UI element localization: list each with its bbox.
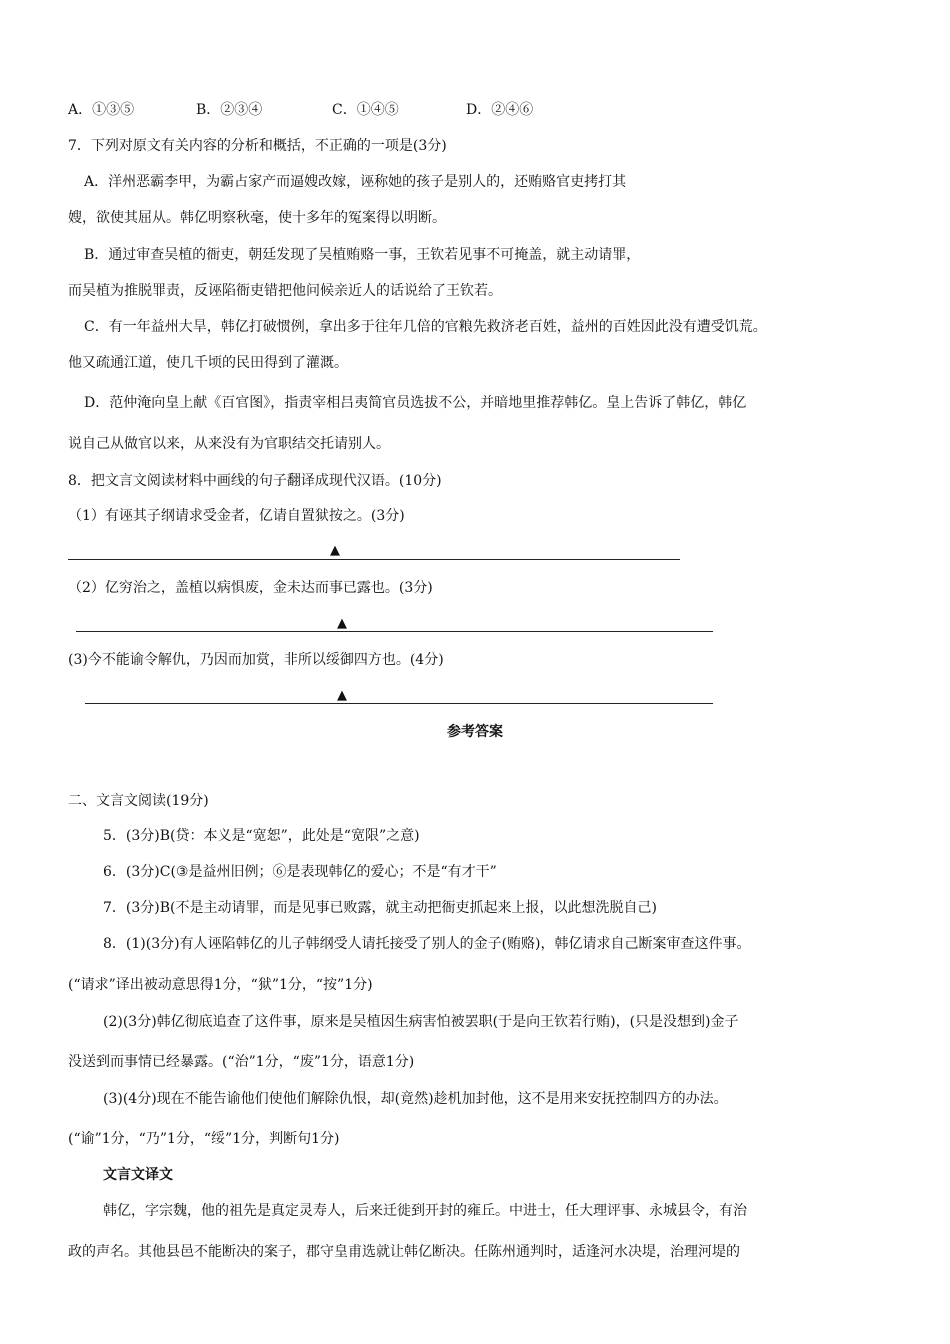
- question-7-option-b-line1: B．通过审查吴植的衙吏，朝廷发现了吴植贿赂一事，王钦若见事不可掩盖，就主动请罪，: [84, 247, 641, 263]
- question-7-option-a-line1: A．洋州恶霸李甲，为霸占家产而逼嫂改嫁，诬称她的孩子是别人的，还贿赂官吏拷打其: [84, 174, 627, 190]
- question-7-option-c-line2: 他又疏通江道，使几千顷的民田得到了灌溉。: [68, 355, 348, 371]
- answer-8-1-note: (“请求”译出被动意思得1分，“狱”1分，“按”1分): [68, 977, 373, 993]
- answer-key-title: 参考答案: [447, 724, 503, 740]
- question-8-sentence-1: （1）有诬其子纲请求受金者，亿请自置狱按之。(3分): [68, 508, 405, 524]
- question-6-options: [68, 100, 533, 120]
- answer-8-3: (3)(4分)现在不能告谕他们使他们解除仇恨，却(竟然)趁机加封他，这不是用来安抚控制四方的办法。: [103, 1091, 728, 1107]
- answer-8-2-cont: 没送到而事情已经暴露。(“治”1分，“废”1分，语意1分): [68, 1054, 415, 1070]
- answer-line-1[interactable]: [68, 559, 680, 560]
- answer-8-1: 8．(1)(3分)有人诬陷韩亿的儿子韩纲受人请托接受了别人的金子(贿赂)，韩亿请求自己断案审查这件事。: [103, 936, 751, 952]
- translation-line-2: 政的声名。其他县邑不能断决的案子，郡守皇甫选就让韩亿断决。任陈州通判时，适逢河水决堤，治理河堤的: [68, 1244, 740, 1260]
- option-d: D．②④⑥: [466, 102, 534, 118]
- option-b: B．②③④: [196, 102, 263, 118]
- translation-line-1: 韩亿，字宗魏，他的祖先是真定灵寿人，后来迁徙到开封的雍丘。中进士，任大理评事、永城县令，有治: [103, 1203, 747, 1219]
- answer-5: 5．(3分)B(贷：本义是“宽恕”，此处是“宽限”之意): [103, 828, 420, 844]
- question-7-option-d-line1: D．范仲淹向皇上献《百官图》，指责宰相吕夷简官员选拔不公，并暗地里推荐韩亿。皇上告诉了韩亿，韩亿: [84, 395, 747, 411]
- answer-line-2[interactable]: [76, 631, 713, 632]
- question-7-option-c-line1: C．有一年益州大旱，韩亿打破惯例，拿出多于往年几倍的官粮先救济老百姓，益州的百姓因此没有遭受饥荒。: [84, 319, 767, 335]
- option-a: A．①③⑤: [68, 102, 135, 118]
- question-8-sentence-3: (3)今不能谕令解仇，乃因而加赏，非所以绥御四方也。(4分): [68, 652, 444, 668]
- question-7-option-d-line2: 说自己从做官以来，从来没有为官职结交托请别人。: [68, 436, 390, 452]
- question-7-option-b-line2: 而吴植为推脱罪责，反诬陷衙吏错把他问候亲近人的话说给了王钦若。: [68, 283, 502, 299]
- question-7-stem: 7．下列对原文有关内容的分析和概括，不正确的一项是(3分): [68, 138, 447, 154]
- question-8-stem: 8．把文言文阅读材料中画线的句子翻译成现代汉语。(10分): [68, 473, 442, 489]
- translation-title: 文言文译文: [103, 1167, 173, 1183]
- answer-marker-2: ▲: [337, 616, 347, 631]
- section-heading: 二、文言文阅读(19分): [68, 793, 209, 809]
- answer-marker-3: ▲: [337, 688, 347, 703]
- answer-marker-1: ▲: [330, 543, 340, 558]
- answer-8-2: (2)(3分)韩亿彻底追查了这件事，原来是吴植因生病害怕被罢职(于是向王钦若行贿)，(只是没想到)金子: [103, 1014, 739, 1030]
- answer-6: 6．(3分)C(③是益州旧例；⑥是表现韩亿的爱心；不是“有才干”: [103, 864, 497, 880]
- question-7-option-a-line2: 嫂，欲使其屈从。韩亿明察秋毫，使十多年的冤案得以明断。: [68, 210, 446, 226]
- option-c: C．①④⑤: [332, 102, 399, 118]
- answer-line-3[interactable]: [85, 703, 713, 704]
- answer-7: 7．(3分)B(不是主动请罪，而是见事已败露，就主动把衙吏抓起来上报，以此想洗脱自己): [103, 900, 657, 916]
- question-8-sentence-2: （2）亿穷治之，盖植以病惧废，金未达而事已露也。(3分): [68, 580, 433, 596]
- answer-8-3-note: (“谕”1分，“乃”1分，“绥”1分，判断句1分): [68, 1131, 340, 1147]
